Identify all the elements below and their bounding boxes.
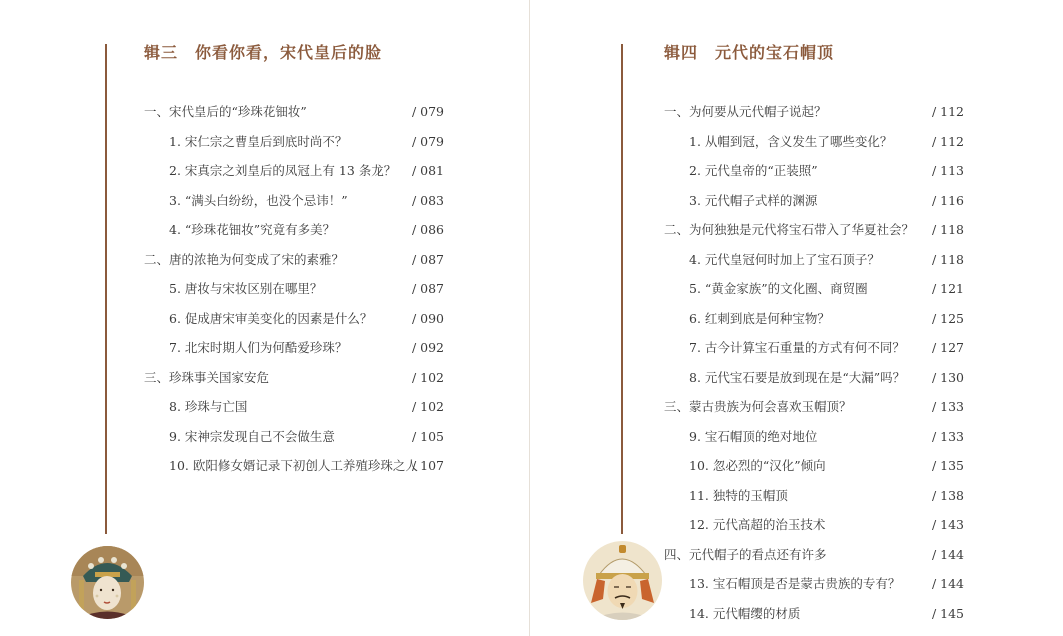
- toc-section-entry[interactable]: [144, 97, 444, 127]
- entry-title: 4. 元代皇冠何时加上了宝石顶子？: [689, 251, 880, 267]
- page-number: / 144: [931, 546, 964, 562]
- toc-entry[interactable]: [664, 363, 964, 393]
- page-number: / 133: [931, 428, 964, 444]
- entry-title: 9. 宝石帽顶的绝对地位: [689, 428, 818, 444]
- toc-entry[interactable]: [144, 333, 444, 363]
- entry-title: 4. “珍珠花钿妆”究竟有多美？: [169, 222, 336, 237]
- entry-title: 8. 珍珠与亡国: [169, 399, 248, 414]
- toc-entry[interactable]: [664, 156, 964, 186]
- page-number: / 086: [411, 222, 444, 237]
- entry-title: 9. 宋神宗发现自己不会做生意: [169, 428, 335, 444]
- vertical-rule: [105, 44, 107, 534]
- entry-title: 5. “黄金家族”的文化圈、商贸圈: [689, 281, 868, 296]
- right-page: [530, 0, 1063, 636]
- toc-entry[interactable]: [664, 569, 964, 599]
- page-number: / 143: [931, 517, 964, 532]
- page-number: / 102: [411, 369, 444, 385]
- toc-entry[interactable]: [144, 422, 444, 452]
- page-number: / 121: [931, 281, 964, 296]
- toc-entry[interactable]: [664, 422, 964, 452]
- entry-title: 3. 元代帽子式样的渊源: [689, 192, 818, 208]
- page-number: / 090: [411, 310, 444, 326]
- page-number: / 125: [931, 310, 964, 326]
- chapter-heading: 辑三 你看你看，宋代皇后的脸: [144, 43, 383, 62]
- entry-title: 7. 北宋时期人们为何酷爱珍珠？: [169, 340, 348, 355]
- page-number: / 087: [411, 251, 444, 267]
- page-number: / 113: [931, 163, 964, 178]
- toc-entry[interactable]: [664, 274, 964, 304]
- toc-entry[interactable]: [664, 245, 964, 275]
- page-number: / 130: [931, 369, 964, 385]
- page-number: / 092: [411, 340, 444, 355]
- entry-title: 11. 独特的玉帽顶: [689, 487, 788, 503]
- page-number: / 087: [411, 281, 444, 296]
- entry-title: 三、蒙古贵族为何会喜欢玉帽顶？: [664, 399, 852, 414]
- entry-title: 13. 宝石帽顶是否是蒙古贵族的专有？: [689, 576, 901, 591]
- toc-entry[interactable]: [664, 333, 964, 363]
- page-number: / 127: [931, 340, 964, 355]
- page-number: / 079: [411, 104, 444, 119]
- entry-title: 二、唐的浓艳为何变成了宋的素雅？: [144, 251, 345, 267]
- empress-portrait: [71, 546, 144, 619]
- page-number: / 138: [931, 487, 964, 503]
- entry-title: 5. 唐妆与宋妆区别在哪里？: [169, 281, 323, 296]
- page-number: / 145: [931, 605, 964, 621]
- toc-entry[interactable]: [664, 481, 964, 511]
- page-number: / 112: [931, 104, 964, 119]
- entry-title: 14. 元代帽缨的材质: [689, 605, 801, 621]
- toc-entry[interactable]: [664, 599, 964, 629]
- toc-entry[interactable]: [144, 156, 444, 186]
- entry-title: 一、为何要从元代帽子说起？: [664, 104, 827, 119]
- page-number: / 079: [411, 133, 444, 149]
- toc-section-entry[interactable]: [664, 540, 964, 570]
- entry-title: 三、珍珠事关国家安危: [144, 369, 270, 385]
- entry-title: 6. 促成唐宋审美变化的因素是什么？: [169, 310, 373, 326]
- toc-entry[interactable]: [144, 127, 444, 157]
- toc-entry[interactable]: [144, 186, 444, 216]
- emperor-portrait: [583, 541, 662, 620]
- page-number: / 133: [931, 399, 964, 414]
- entry-title: 8. 元代宝石要是放到现在是“大漏”吗？: [689, 369, 906, 385]
- page-number: / 116: [931, 192, 964, 208]
- entry-title: 3. “满头白纷纷，也没个忌讳！”: [169, 192, 348, 208]
- page-number: / 105: [411, 428, 444, 444]
- page-number: / 112: [931, 133, 964, 149]
- chapter-heading: 辑四 元代的宝石帽顶: [664, 43, 835, 62]
- page-number: / 135: [931, 458, 964, 473]
- toc-entry[interactable]: [144, 392, 444, 422]
- page-number: / 144: [931, 576, 964, 591]
- entry-title: 7. 古今计算宝石重量的方式有何不同？: [689, 340, 905, 355]
- toc-list: [664, 97, 964, 628]
- entry-title: 1. 宋仁宗之曹皇后到底时尚不？: [169, 133, 348, 149]
- toc-section-entry[interactable]: [144, 363, 444, 393]
- toc-list: [144, 97, 444, 481]
- entry-title: 1. 从帽到冠，含义发生了哪些变化？: [689, 133, 893, 149]
- toc-entry[interactable]: [144, 304, 444, 334]
- entry-title: 2. 宋真宗之刘皇后的凤冠上有 13 条龙？: [169, 163, 397, 178]
- entry-title: 6. 红刺到底是何种宝物？: [689, 310, 830, 326]
- page-number: / 107: [411, 458, 444, 473]
- page-number: / 118: [931, 222, 964, 237]
- page-number: / 118: [931, 251, 964, 267]
- entry-title: 二、为何独独是元代将宝石带入了华夏社会？: [664, 222, 915, 237]
- page-number: / 081: [411, 163, 444, 178]
- entry-title: 四、元代帽子的看点还有许多: [664, 546, 827, 562]
- toc-entry[interactable]: [144, 451, 444, 481]
- entry-title: 12. 元代高超的治玉技术: [689, 517, 826, 532]
- entry-title: 一、宋代皇后的“珍珠花钿妆”: [144, 104, 307, 119]
- entry-title: 2. 元代皇帝的“正装照”: [689, 163, 818, 178]
- toc-section-entry[interactable]: [664, 97, 964, 127]
- toc-entry[interactable]: [664, 510, 964, 540]
- toc-entry[interactable]: [664, 186, 964, 216]
- toc-entry[interactable]: [664, 304, 964, 334]
- page-number: / 102: [411, 399, 444, 414]
- toc-section-entry[interactable]: [664, 215, 964, 245]
- page-number: / 083: [411, 192, 444, 208]
- toc-entry[interactable]: [144, 215, 444, 245]
- entry-title: 10. 忽必烈的“汉化”倾向: [689, 458, 826, 473]
- left-page: [0, 0, 529, 636]
- toc-entry[interactable]: [664, 451, 964, 481]
- toc-entry[interactable]: [144, 274, 444, 304]
- vertical-rule: [621, 44, 623, 534]
- toc-entry[interactable]: [664, 127, 964, 157]
- toc-section-entry[interactable]: [664, 392, 964, 422]
- toc-section-entry[interactable]: [144, 245, 444, 275]
- entry-title: 10. 欧阳修女婿记录下初创人工养殖珍珠之人: [169, 458, 418, 473]
